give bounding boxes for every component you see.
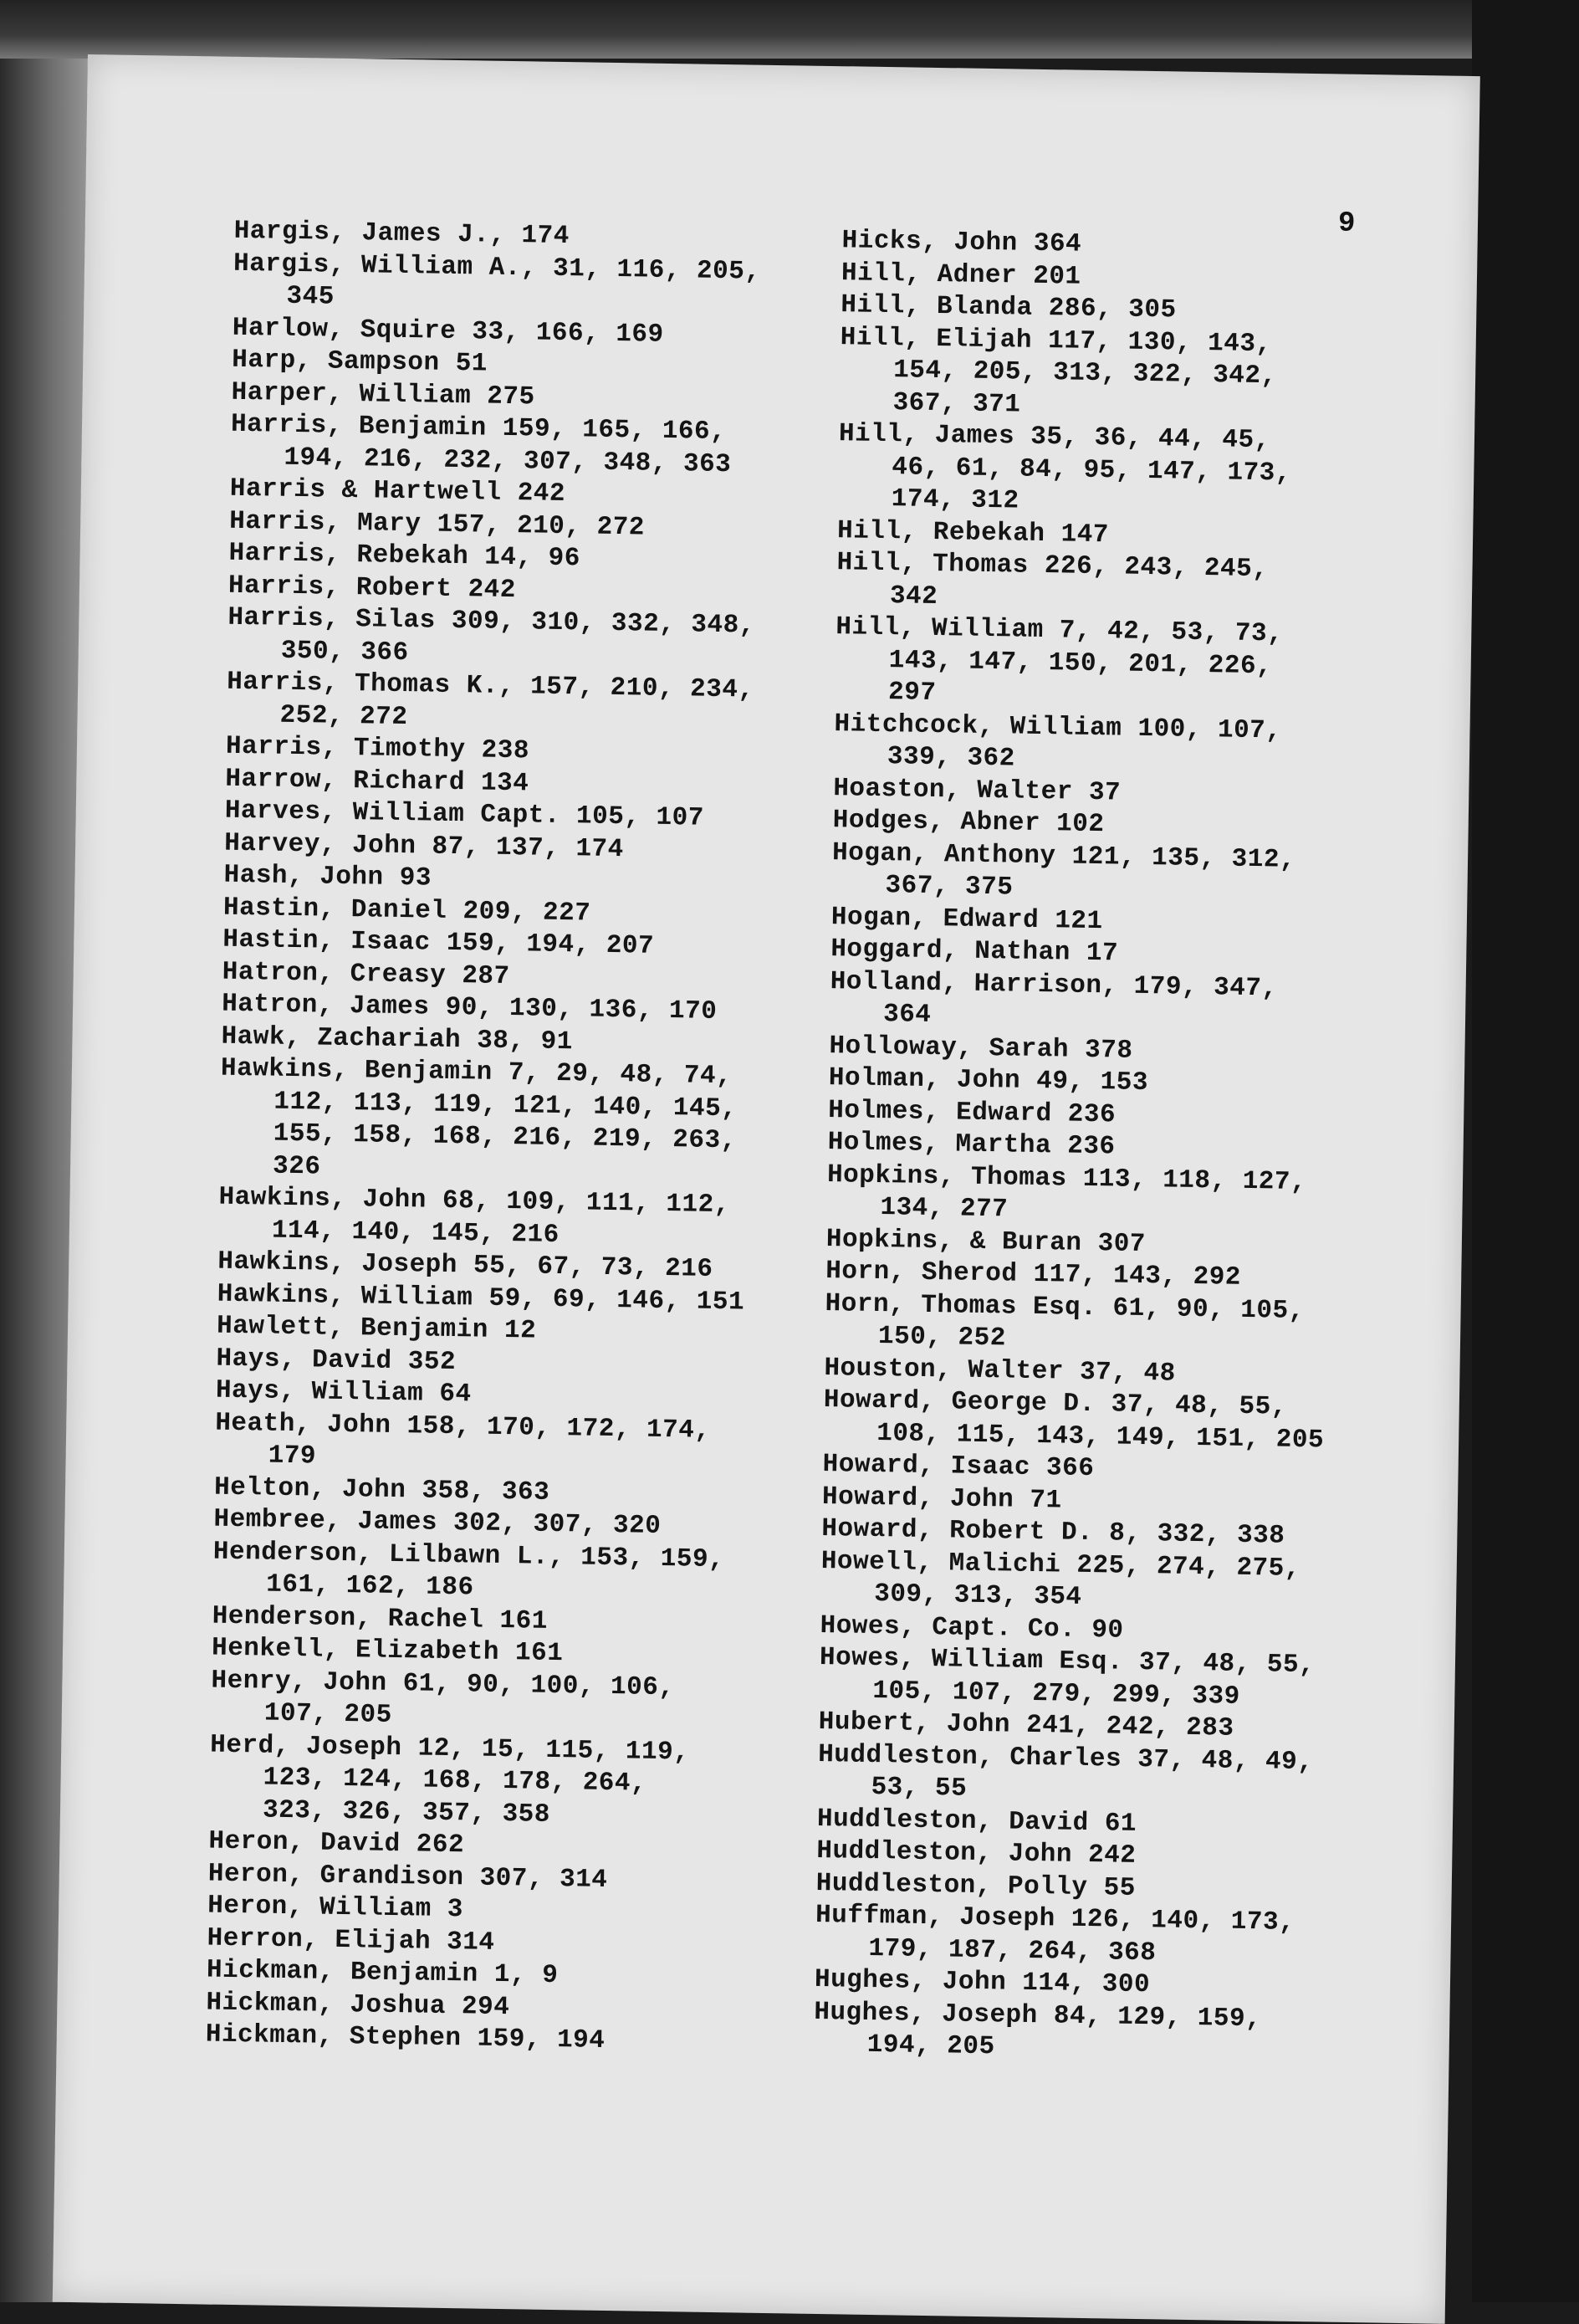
- index-entry: [830, 966, 1433, 1040]
- index-entry-name: Holloway, Sarah: [829, 1031, 1070, 1065]
- index-entry-continuation: 155, 158, 168, 216, 219, 263,: [273, 1118, 737, 1156]
- index-entry-name: Hawk, Zachariah: [221, 1021, 462, 1055]
- index-entry-name: Harris, Benjamin: [230, 409, 487, 443]
- index-entry-name: Hill, Thomas: [836, 548, 1030, 581]
- index-entry: [817, 1738, 1420, 1812]
- index-entry-name: Harrow, Richard: [225, 764, 466, 797]
- index-entry-pages: 12: [503, 1316, 537, 1346]
- index-entry-name: Harris & Hartwell: [229, 474, 502, 508]
- index-entry-pages: 113, 118, 127,: [1082, 1164, 1307, 1197]
- index-entry-name: Hill, Blanda: [841, 290, 1033, 323]
- index-entry-name: Helton, John: [213, 1472, 406, 1505]
- index-entry-continuation: 364: [882, 1000, 932, 1030]
- index-entry-continuation: 123, 124, 168, 178, 264,: [263, 1763, 647, 1799]
- index-entry-pages: 68, 109, 111, 112,: [442, 1185, 731, 1221]
- index-entry-name: Harris, Mary: [228, 506, 422, 539]
- index-entry: [230, 409, 833, 483]
- index-entry-pages: 90, 130, 136, 170: [445, 992, 718, 1026]
- index-entry-name: Henderson, Rachel: [212, 1601, 484, 1636]
- index-entry-continuation: 134, 277: [880, 1193, 1009, 1225]
- index-column-left: [206, 216, 836, 2061]
- index-entry: [823, 1385, 1426, 1458]
- index-entry: [212, 1536, 815, 1610]
- index-entry-pages: 147: [1060, 519, 1110, 550]
- index-entry-continuation: 194, 216, 232, 307, 348, 363: [284, 443, 732, 479]
- index-entry-continuation: 179: [268, 1441, 317, 1472]
- index-entry-pages: 236: [1067, 1099, 1117, 1129]
- index-entry-continuation: 105, 107, 279, 299, 339: [872, 1676, 1240, 1712]
- index-entry-name: Hicks, John: [841, 226, 1019, 259]
- index-entry-name: Howard, George D.: [823, 1385, 1096, 1420]
- index-entry-name: Hopkins, & Buran: [825, 1224, 1082, 1258]
- index-entry-name: Hembree, James: [213, 1504, 438, 1538]
- index-entry-pages: 242: [517, 479, 566, 509]
- index-entry-pages: 61: [1104, 1808, 1137, 1839]
- index-entry: [826, 1159, 1429, 1233]
- index-entry-pages: 242: [468, 574, 517, 605]
- index-entry-pages: 37, 48, 49,: [1137, 1744, 1314, 1777]
- index-entry-continuation: 174, 312: [891, 484, 1019, 516]
- index-entry-pages: 31, 116, 205,: [552, 253, 761, 287]
- paper-page: [53, 54, 1480, 2324]
- index-entry-name: Heron, Grandison: [207, 1859, 464, 1892]
- index-entry-name: Herd, Joseph: [210, 1730, 402, 1763]
- index-entry-continuation: 112, 113, 119, 121, 140, 145,: [273, 1087, 738, 1124]
- index-entry-name: Hughes, Joseph: [814, 1997, 1039, 2030]
- index-entry-name: Harris, Silas: [227, 602, 437, 636]
- index-entry-pages: 157, 210, 234,: [529, 672, 754, 705]
- index-entry-continuation: 323, 326, 357, 358: [262, 1795, 551, 1830]
- index-entry-pages: 117, 143, 292: [1033, 1259, 1242, 1293]
- index-entry-continuation: 367, 375: [885, 871, 1014, 903]
- index-entry-pages: 201: [1032, 261, 1081, 292]
- book-edge-top: [0, 0, 1579, 59]
- index-entry-pages: 126, 140, 173,: [1071, 1904, 1295, 1938]
- index-entry: [820, 1545, 1423, 1619]
- index-entry-pages: 352: [407, 1346, 457, 1377]
- page-number: 9: [1337, 207, 1356, 240]
- index-entry-pages: 241, 242, 283: [1025, 1710, 1234, 1743]
- index-entry: [218, 1182, 821, 1256]
- index-entry-pages: 37, 48, 55,: [1111, 1390, 1288, 1422]
- index-column-right: [813, 225, 1444, 2071]
- index-entry-name: Howell, Malichi: [820, 1546, 1061, 1579]
- index-entry-name: Hill, Adner: [841, 258, 1018, 290]
- index-entry-continuation: 53, 55: [871, 1772, 968, 1804]
- index-entry-pages: 114, 300: [1022, 1968, 1151, 2000]
- index-entry-name: Hatron, Creasy: [222, 957, 447, 991]
- index-entry-pages: 33, 166, 169: [472, 316, 664, 350]
- index-entry-pages: 117, 130, 143,: [1047, 325, 1272, 359]
- index-entry: [834, 709, 1437, 782]
- index-entry-pages: 55, 67, 73, 216: [473, 1251, 713, 1284]
- index-entry-pages: 286, 305: [1048, 294, 1177, 325]
- index-entry-pages: 17: [1086, 938, 1119, 969]
- index-entry-pages: 157, 210, 272: [437, 509, 646, 543]
- index-entry: [825, 1288, 1428, 1362]
- index-entry-name: Harvey, John: [223, 828, 416, 861]
- index-entry-name: Hawlett, Benjamin: [216, 1311, 489, 1345]
- index-entry-continuation: 326: [272, 1151, 321, 1182]
- index-entry-name: Hogan, Anthony: [831, 837, 1056, 871]
- index-entry-pages: 153, 159,: [580, 1542, 725, 1574]
- index-entry-name: Hogan, Edward: [830, 902, 1040, 935]
- index-entry-pages: 225, 274, 275,: [1076, 1550, 1301, 1584]
- index-entry-continuation: 252, 272: [279, 700, 408, 732]
- index-entry-name: Holmes, Edward: [828, 1095, 1052, 1129]
- index-entry-pages: 100, 107,: [1137, 714, 1282, 746]
- index-entry-name: Henderson, Lilbawn L.,: [212, 1537, 565, 1572]
- index-entry-pages: 158, 170, 172, 174,: [406, 1410, 711, 1446]
- index-entry-name: Harves, William Capt.: [224, 796, 561, 831]
- index-entry-name: Henkell, Elizabeth: [211, 1633, 500, 1667]
- index-entry-name: Holland, Harrison,: [830, 966, 1118, 1001]
- index-entry-pages: 8, 332, 338: [1108, 1518, 1285, 1551]
- index-entry-pages: 93: [399, 863, 432, 893]
- index-entry-pages: 238: [481, 735, 530, 766]
- index-entry-name: Hoaston, Walter: [833, 773, 1074, 807]
- index-entry: [837, 418, 1441, 525]
- index-entry-pages: 242: [1087, 1840, 1137, 1871]
- index-entry-pages: 364: [1033, 228, 1082, 259]
- index-entry-name: Hastin, Isaac: [222, 924, 431, 958]
- index-entry: [211, 1665, 814, 1738]
- index-entry-pages: 37, 48: [1079, 1357, 1176, 1389]
- index-entry-pages: 307: [1097, 1228, 1147, 1259]
- index-entry-name: Hill, William: [835, 612, 1044, 646]
- index-entry-pages: 90: [1091, 1615, 1124, 1646]
- index-entry-pages: 378: [1084, 1035, 1133, 1066]
- index-entry: [209, 1729, 813, 1835]
- index-entry-name: Howard, John: [821, 1482, 1014, 1515]
- index-entry-pages: 102: [1055, 809, 1105, 840]
- index-entry-pages: 174: [521, 221, 570, 252]
- index-entry-name: Harris, Thomas K.,: [226, 667, 515, 702]
- index-entry-name: Houston, Walter: [824, 1353, 1065, 1387]
- index-entry-continuation: 345: [286, 281, 335, 312]
- index-entry-pages: 7, 29, 48, 74,: [508, 1058, 733, 1092]
- index-entry-continuation: 309, 313, 354: [873, 1579, 1082, 1612]
- index-entry: [227, 602, 830, 676]
- index-entry-continuation: 150, 252: [877, 1322, 1007, 1354]
- index-entry-name: Hoggard, Nathan: [830, 934, 1071, 968]
- index-entry-name: Hickman, Stephen: [205, 2019, 462, 2054]
- index-entry-name: Hash, John: [223, 860, 384, 893]
- index-entry-name: Hargis, James J.,: [233, 216, 506, 250]
- index-entry-pages: 14, 96: [483, 542, 581, 574]
- index-entry-name: Hawkins, Benjamin: [220, 1053, 493, 1088]
- index-entry-name: Hargis, William A.,: [233, 248, 538, 283]
- index-entry-continuation: 367, 371: [892, 387, 1021, 420]
- index-entry: [214, 1407, 817, 1481]
- index-entry-pages: 61, 90, 105,: [1112, 1293, 1305, 1326]
- index-entry-name: Hill, Rebekah: [836, 515, 1045, 549]
- index-entry: [226, 667, 829, 740]
- index-entry-pages: 209, 227: [462, 896, 591, 929]
- index-entry-continuation: 108, 115, 143, 149, 151, 205: [876, 1418, 1325, 1455]
- index-entry-continuation: 161, 162, 186: [266, 1569, 474, 1603]
- index-entry-name: Herron, Elijah: [207, 1923, 432, 1957]
- index-entry-name: Hill, Elijah: [840, 322, 1033, 356]
- index-entry-name: Huddleston, David: [816, 1804, 1089, 1838]
- index-entry-name: Howard, Robert D.: [821, 1514, 1094, 1548]
- index-entry-pages: 314: [446, 1927, 495, 1958]
- index-entry-pages: 84, 129, 159,: [1053, 2000, 1262, 2034]
- index-entry-name: Holman, John: [828, 1063, 1021, 1096]
- index-entry-name: Harlow, Squire: [232, 313, 457, 346]
- index-entry-continuation: 297: [887, 678, 937, 709]
- index-entry-name: Howes, Capt. Co.: [820, 1610, 1076, 1645]
- index-entry-pages: 366: [1045, 1453, 1095, 1484]
- index-entry-continuation: 179, 187, 264, 368: [868, 1933, 1157, 1968]
- index-entry-name: Harp, Sampson: [232, 345, 440, 378]
- index-entry-name: Hawkins, William: [217, 1279, 473, 1313]
- index-entry-name: Hill, James: [838, 419, 1015, 452]
- index-entry-continuation: 339, 362: [887, 742, 1016, 774]
- index-entry-name: Hays, William: [215, 1375, 424, 1409]
- index-entry-pages: 294: [461, 1991, 510, 2022]
- index-entry: [835, 612, 1438, 718]
- index-entry-pages: 302, 307, 320: [452, 1508, 662, 1541]
- index-entry-name: Harris, Robert: [227, 571, 452, 604]
- index-entry-name: Hays, David: [216, 1344, 392, 1376]
- index-entry-pages: 35, 36, 44, 45,: [1030, 422, 1270, 456]
- index-entry-pages: 12, 15, 115, 119,: [417, 1733, 690, 1768]
- index-entry-name: Horn, Sherod: [825, 1257, 1018, 1289]
- index-entry-pages: 71: [1030, 1485, 1062, 1516]
- index-entry-name: Hickman, Joshua: [206, 1988, 447, 2021]
- index-entry-name: Hodges, Abner: [832, 806, 1041, 839]
- index-entry-pages: 37: [1088, 777, 1122, 808]
- index-entry-name: Hopkins, Thomas: [826, 1159, 1067, 1194]
- index-entry-continuation: 194, 205: [866, 2030, 995, 2062]
- index-entry-pages: 275: [487, 381, 535, 412]
- index-entry-name: Hughes, John: [814, 1964, 1007, 1998]
- index-entry-name: Harris, Rebekah: [228, 538, 469, 572]
- index-entry-pages: 121: [1055, 905, 1103, 936]
- index-entry-name: Hitchcock, William: [834, 709, 1122, 744]
- index-entry-pages: 236: [1066, 1131, 1116, 1162]
- index-entry-pages: 262: [416, 1830, 465, 1861]
- index-entry-name: Heath, John: [215, 1408, 391, 1441]
- index-entry-pages: 287: [462, 960, 510, 991]
- index-entry-name: Howard, Isaac: [822, 1450, 1031, 1482]
- index-entry-name: Hatron, James: [221, 989, 430, 1022]
- index-entry-pages: 51: [455, 348, 488, 379]
- index-entry-pages: 309, 310, 332, 348,: [451, 606, 756, 641]
- index-entry-pages: 159, 165, 166,: [502, 413, 727, 448]
- index-entry-pages: 59, 69, 146, 151: [488, 1283, 745, 1318]
- index-entry-continuation: 342: [889, 581, 938, 612]
- index-entry-continuation: 114, 140, 145, 216: [271, 1216, 560, 1250]
- index-entry-continuation: 46, 61, 84, 95, 147, 173,: [892, 452, 1292, 489]
- index-entry-pages: 105, 107: [575, 801, 705, 833]
- index-entry-pages: 38, 91: [476, 1025, 574, 1057]
- index-entry-pages: 61, 90, 100, 106,: [402, 1668, 675, 1702]
- index-entry-pages: 37, 48, 55,: [1138, 1647, 1316, 1681]
- index-entry-pages: 161: [514, 1638, 564, 1669]
- index-entry-continuation: 107, 205: [263, 1698, 392, 1730]
- index-entry-pages: 1, 9: [493, 1959, 559, 1991]
- index-entry: [233, 248, 835, 321]
- index-entry-pages: 159, 194: [477, 2024, 606, 2056]
- index-entry-name: Hickman, Benjamin: [206, 1955, 479, 1989]
- index-entry-name: Huddleston, Charles: [817, 1739, 1122, 1774]
- index-entry-pages: 7, 42, 53, 73,: [1059, 616, 1284, 649]
- index-entry-pages: 64: [439, 1379, 472, 1410]
- index-entry-pages: 307, 314: [479, 1863, 608, 1895]
- index-entry-pages: 3: [447, 1895, 464, 1925]
- index-entry-pages: 49, 153: [1035, 1066, 1149, 1098]
- index-entry-name: Hubert, John: [818, 1707, 1011, 1740]
- background-right: [1472, 0, 1579, 2302]
- index-entry: [819, 1642, 1422, 1716]
- index-entry-name: Hastin, Daniel: [222, 893, 447, 926]
- index-entry: [815, 1900, 1418, 1973]
- index-entry-pages: 134: [480, 767, 529, 798]
- index-entry-pages: 55: [1103, 1872, 1137, 1903]
- index-entry-pages: 87, 137, 174: [432, 832, 625, 864]
- index-entry-pages: 161: [499, 1605, 549, 1636]
- index-entry-pages: 226, 243, 245,: [1044, 551, 1269, 585]
- index-entry: [831, 837, 1434, 911]
- index-entry-name: Huddleston, Polly: [815, 1868, 1088, 1902]
- index-entry-name: Harris, Timothy: [225, 731, 466, 765]
- index-entry-name: Heron, David: [208, 1826, 401, 1860]
- index-entry-name: Howes, William Esq.: [819, 1642, 1124, 1677]
- index-entry-name: Huddleston, John: [816, 1835, 1073, 1870]
- index-entry-name: Huffman, Joseph: [815, 1900, 1055, 1934]
- index-entry-pages: 159, 194, 207: [446, 928, 655, 961]
- index-entry: [836, 547, 1439, 621]
- index-entry-name: Hawkins, John: [218, 1182, 427, 1216]
- index-entry-pages: 179, 347,: [1133, 971, 1278, 1003]
- index-entry: [813, 1996, 1416, 2070]
- index-entry-continuation: 143, 147, 150, 201, 226,: [888, 645, 1273, 681]
- index-entry-name: Hawkins, Joseph: [217, 1246, 458, 1281]
- index-entry-name: Horn, Thomas Esq.: [825, 1288, 1097, 1323]
- index-entry-continuation: 154, 205, 313, 322, 342,: [892, 356, 1277, 392]
- index-entry-pages: 358, 363: [422, 1475, 550, 1508]
- index-entry-name: Heron, William: [207, 1891, 432, 1924]
- index-entry: [219, 1053, 823, 1191]
- index-entry-pages: 121, 135, 312,: [1071, 842, 1296, 875]
- index-entry-continuation: 350, 366: [280, 636, 409, 668]
- index-entry: [839, 322, 1443, 428]
- index-entry-name: Henry, John: [211, 1666, 387, 1698]
- index-entry-name: Harper, William: [231, 377, 472, 411]
- index-entry-name: Holmes, Martha: [827, 1128, 1052, 1161]
